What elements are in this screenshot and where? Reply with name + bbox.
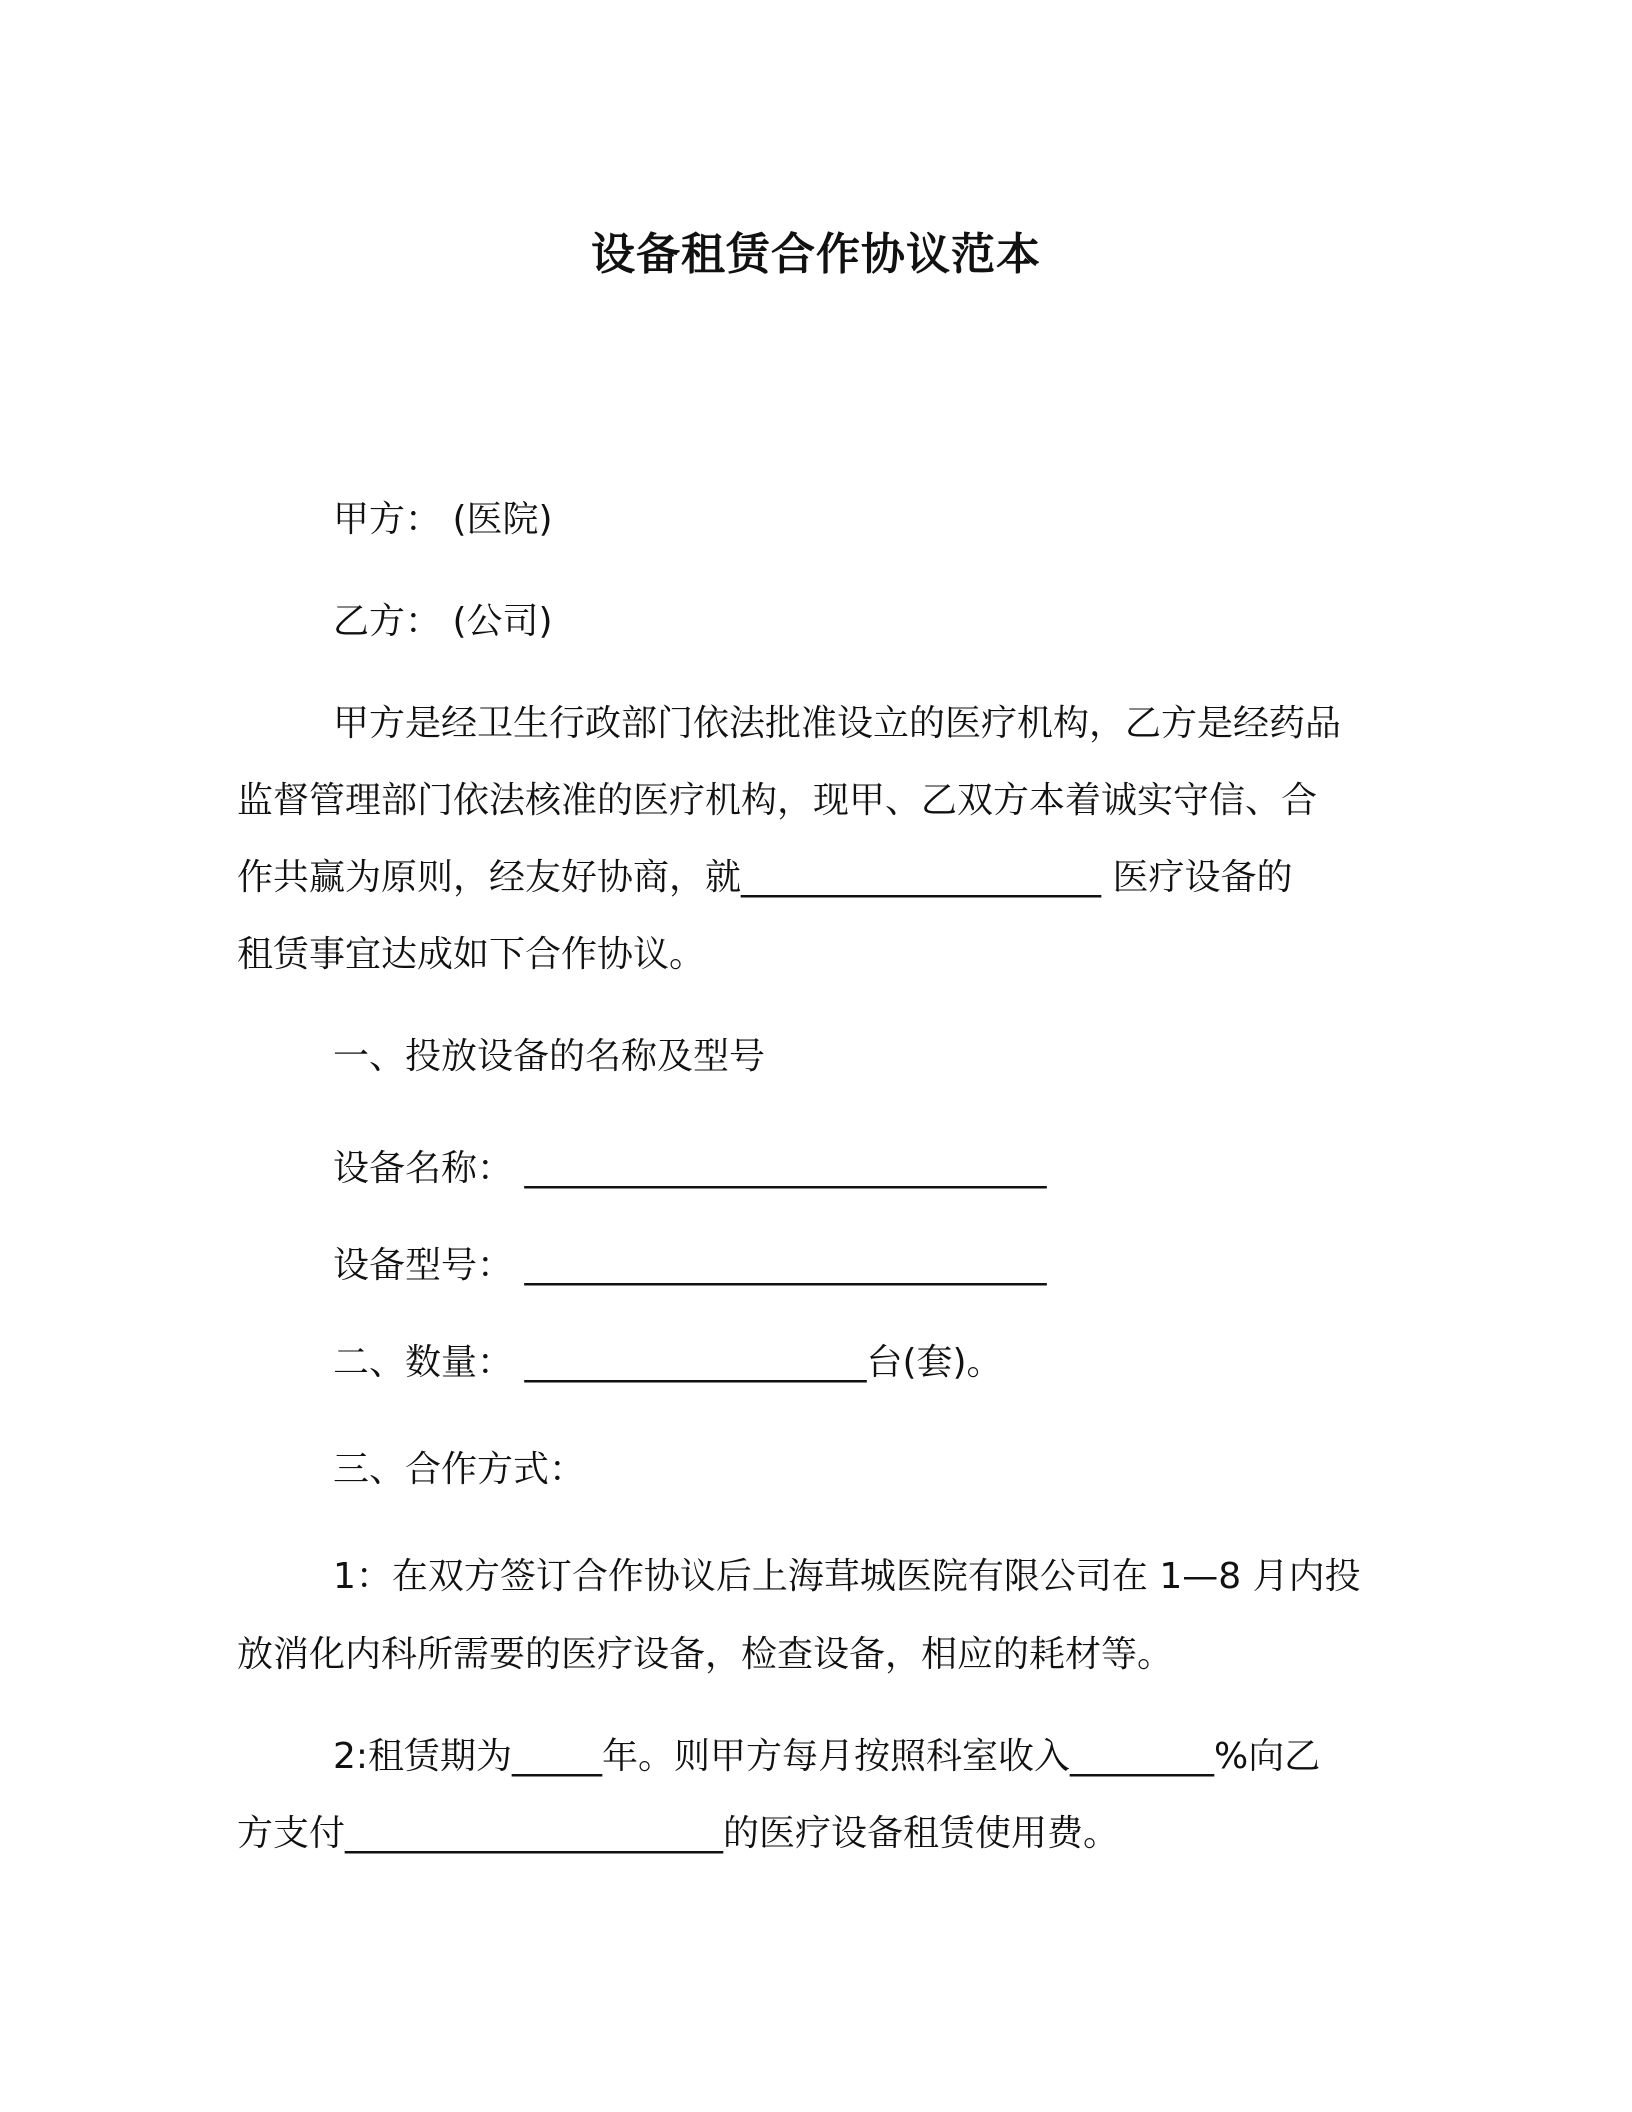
intro-line-2: 监督管理部门依法核准的医疗机构，现甲、乙双方本着诚实守信、合 [237, 780, 1318, 821]
clause-1-line-1: 1：在双方签订合作协议后上海茸城医院有限公司在 1—8 月内投 [333, 1556, 1361, 1597]
intro-line-4: 租赁事宜达成如下合作协议。 [237, 934, 706, 975]
equipment-name-line: 设备名称： _____________________________ [333, 1148, 1047, 1189]
intro-line-1: 甲方是经卫生行政部门依法批准设立的医疗机构，乙方是经药品 [333, 703, 1342, 744]
section-3-heading: 三、合作方式： [333, 1449, 586, 1490]
section-1-heading: 一、投放设备的名称及型号 [333, 1036, 766, 1077]
intro-line-3: 作共赢为原则，经友好协商，就____________________ 医疗设备的 [237, 857, 1293, 898]
clause-2-line-1: 2:租赁期为_____年。则甲方每月按照科室收入________%向乙 [333, 1736, 1321, 1777]
party-b-line: 乙方： (公司) [333, 601, 553, 642]
quantity-line: 二、数量： ___________________台(套)。 [333, 1342, 1003, 1383]
party-a-line: 甲方： (医院) [333, 499, 553, 540]
equipment-model-line: 设备型号： _____________________________ [333, 1245, 1047, 1286]
document-title: 设备租赁合作协议范本 [591, 229, 1041, 280]
clause-1-line-2: 放消化内科所需要的医疗设备，检查设备，相应的耗材等。 [237, 1634, 1174, 1675]
clause-2-line-2: 方支付_____________________的医疗设备租赁使用费。 [237, 1813, 1120, 1854]
